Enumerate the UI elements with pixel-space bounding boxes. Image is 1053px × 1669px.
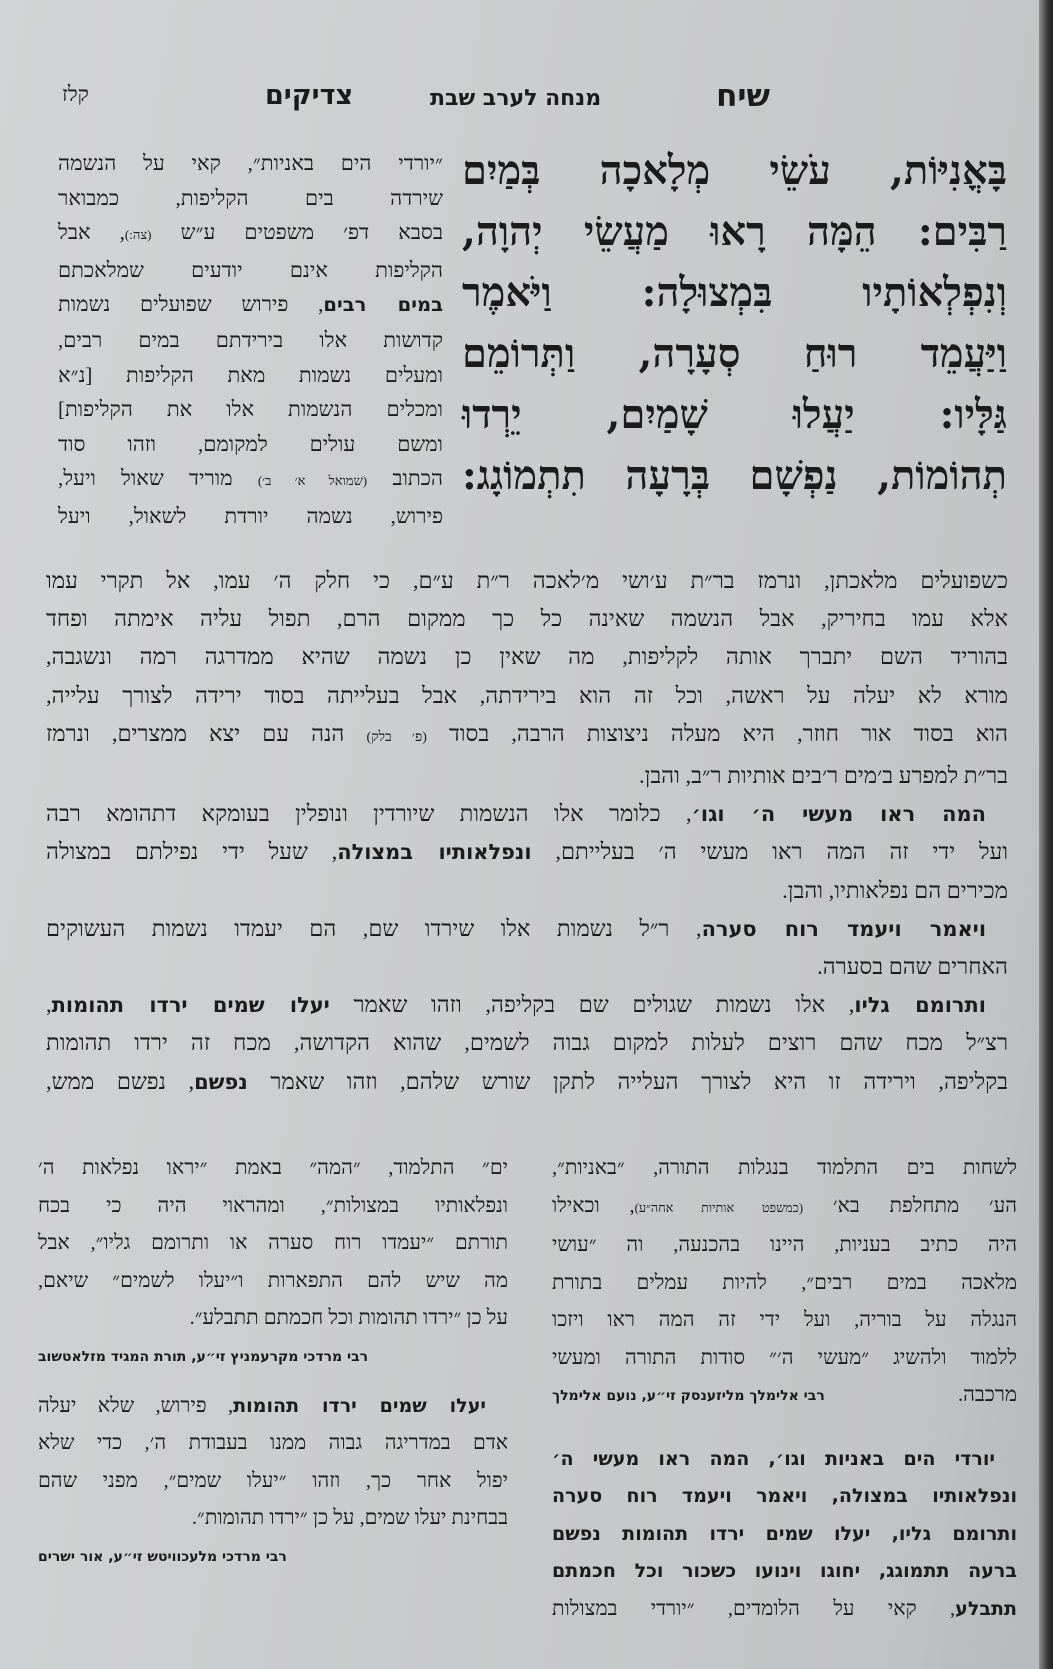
text-line <box>46 677 1008 715</box>
text-line <box>58 323 443 358</box>
text-line <box>46 1063 1008 1101</box>
text-segment: מלאכה במים רבים״, להיות עמלים בתורת <box>552 1271 1017 1294</box>
text-line <box>58 499 443 534</box>
text-segment: יפול אחר כך, וזהו ״יעלו שמים״, מפני שהם <box>38 1469 508 1492</box>
commentary-main <box>46 562 1008 1101</box>
text-segment: ומעלים נשמות מאת הקליפות [נ״א <box>58 362 443 387</box>
reference-note: (צה:) <box>124 227 152 243</box>
text-line <box>38 1500 508 1538</box>
bold-lemma: במים רבים <box>323 293 444 317</box>
text-segment: מה שיש להם התפארות ו״יעלו לשמים״ שיאם, <box>38 1269 508 1292</box>
reference-note: (שמואל א׳ ב׳) <box>257 473 368 489</box>
paragraph <box>46 986 1008 1101</box>
text-line <box>38 1150 508 1188</box>
source-attribution: רבי אלימלך מליזענסק זי״ע, נועם אלימלך <box>552 1387 825 1404</box>
text-line <box>552 1302 1017 1340</box>
bold-lemma: תתבלע <box>955 1597 1017 1620</box>
text-line <box>552 1591 1017 1629</box>
text-segment: , כלומר אלו הנשמות שיורדין ונופלין בעומקא דתהומא רבה <box>46 801 692 827</box>
text-segment: , פירוש, שלא יעלה <box>38 1394 234 1417</box>
text-line <box>46 715 1008 757</box>
paragraph <box>46 910 1008 986</box>
bold-lemma: יעלו שמים ירדו תהומות <box>233 1394 486 1417</box>
text-line <box>58 461 443 499</box>
text-line <box>46 638 1008 676</box>
bold-lemma: ויאמר ויעמד רוח סערה <box>701 916 986 941</box>
text-segment: , <box>46 992 52 1018</box>
text-segment: אדם במדריגה גבוה ממנו בעבודת ה׳, כדי שלא <box>38 1432 508 1454</box>
paragraph <box>46 562 1008 795</box>
commentary-column-right <box>552 1150 1017 1628</box>
bold-lemma: נפשם <box>194 1069 248 1094</box>
bold-lemma: יעלו שמים ירדו תהומות <box>51 993 330 1018</box>
text-segment: קדושות אלו בירידתם במים רבים, <box>58 327 443 352</box>
paragraph <box>38 1150 508 1376</box>
text-segment: כשפועלים מלאכתן, ונרמז בר״ת ע׳ושי מ׳לאכה ר״ת ע״ם, כי חלק ה׳ עמו, אל תקרי עמו <box>46 568 1008 593</box>
running-head-subtitle: מנחה לערב שבת <box>430 86 602 111</box>
source-attribution: רבי מרדכי מקרעמניץ זי״ע, תורת המגיד מזלאטשוב <box>38 1348 369 1365</box>
text-segment: הכתוב <box>367 466 443 491</box>
bold-lemma: ותרומם גליו <box>854 993 986 1018</box>
verse-line: וַיַּעֲמֵד רוּחַ סְעָרָה, וַתְּרוֹמֵם <box>462 330 1007 377</box>
commentary-column-left <box>38 1150 508 1576</box>
bold-lemma: ונפלאותיו במצולה, ויאמר ויעמד רוח סערה <box>552 1485 1017 1507</box>
text-line <box>38 1425 508 1463</box>
verse-line: גַּלָּיו: יַעֲלוּ שָׁמַיִם, יֵרְדוּ <box>462 391 1007 438</box>
text-segment: , ר״ל נשמות אלו שירדו שם, הם יעמדו נשמות העשוקים <box>46 915 702 941</box>
text-line <box>552 1516 1017 1554</box>
text-line <box>58 146 443 181</box>
text-line <box>46 562 1008 600</box>
paragraph <box>46 795 1008 910</box>
reference-note: (פ׳ בלק) <box>366 729 427 745</box>
text-segment: מוריד שאול ויעל, <box>58 466 258 491</box>
verse-line: וְנִפְלְאוֹתָיו בִּמְצוּלָה: וַיֹּאמֶר <box>462 269 1007 316</box>
reference-note: (כמשפט אותיות אחה״ע) <box>634 1200 804 1215</box>
text-segment: , שעל ידי נפילתם במצולה <box>46 839 338 865</box>
text-segment: , פירוש שפועלים נשמות <box>58 292 324 317</box>
text-segment: הוא בסוד אור חוזר, היא מעלה ניצוצות הרבה, בסוד <box>426 720 1008 746</box>
text-line <box>58 287 443 323</box>
text-segment: מורא לא יעלה על ראשה, וכל זה הוא בירידתה, אבל בעלייתה בסוד ירידה לצורך עלייה, <box>46 682 1008 708</box>
text-segment: בסבא דפ׳ משפטים ע״ש <box>151 220 443 245</box>
text-line <box>46 1024 1008 1062</box>
bold-lemma: ותרומם גליו, יעלו שמים ירדו תהומות נפשם <box>552 1522 1017 1545</box>
verse-line: בָּאֳנִיּוֹת, עֹשֵׂי מְלָאכָה בְּמַיִם <box>462 147 1007 194</box>
text-segment: ״יורדי הים באניות״, קאי על הנשמה <box>58 151 443 175</box>
text-line <box>552 1553 1017 1591</box>
text-segment: הנה עם יצא ממצרים, ונרמז <box>46 720 367 746</box>
text-segment: שירדה בים הקליפות, כמבואר <box>58 185 443 210</box>
paragraph <box>58 146 443 534</box>
bold-lemma: ונפלאותיו במצולה <box>337 840 532 865</box>
text-line <box>46 872 1008 910</box>
text-segment: הקליפות אינם יודעים שמלאכתם <box>58 257 443 282</box>
text-segment: רצ״ל מכח שהם רוצים לעלות למקום גבוה לשמים, שהוא הקדושה, מכח זה ירדו תהומות <box>46 1030 1008 1056</box>
text-segment: תורתם ״יעמדו רוח סערה או ותרומם גליו״, אבל <box>38 1232 508 1254</box>
text-line <box>46 600 1008 638</box>
text-line <box>58 427 443 462</box>
text-line <box>552 1340 1017 1378</box>
commentary-top <box>58 146 443 534</box>
text-segment: הע׳ מתחלפת בא׳ <box>803 1194 1017 1217</box>
text-line <box>38 1388 508 1426</box>
text-segment: ועל ידי זה המה ראו מעשי ה׳ בעלייתם, <box>531 839 1008 865</box>
text-line <box>552 1150 1017 1188</box>
text-line <box>552 1478 1017 1516</box>
text-segment: , אלו נשמות שגולים שם בקליפה, וזהו שאמר <box>329 992 855 1018</box>
text-line <box>58 215 443 253</box>
text-line <box>552 1227 1017 1265</box>
running-head-title-2: צדיקים <box>265 80 354 111</box>
text-line <box>46 948 1008 986</box>
text-segment: לשחות בים התלמוד בנגלות התורה, ״באניות״, <box>552 1157 1017 1179</box>
running-head-title: שיח <box>716 78 770 114</box>
text-segment: האחרים שהם בסערה. <box>817 954 1008 980</box>
bold-lemma: המה ראו מעשי ה׳ וגו׳ <box>691 802 986 827</box>
text-segment: בקליפה, וירידה זו היא לצורך העלייה לתקן שורש שלהם, וזהו שאמר <box>247 1068 1008 1094</box>
text-segment: היה כתיב בעניות, היינו בהכנעה, וה ״עושי <box>552 1234 1017 1256</box>
text-segment: מרכבה. <box>957 1384 1017 1406</box>
page-number: קלז <box>62 82 89 106</box>
text-segment: , וכאילו <box>552 1194 635 1217</box>
text-line <box>58 392 443 427</box>
text-line <box>58 253 443 288</box>
text-line <box>46 986 1008 1024</box>
paragraph <box>38 1388 508 1576</box>
text-segment: בר״ת למפרע ב׳מים ר׳בים אותיות ר״ב, והבן. <box>638 763 1008 789</box>
text-segment: על כן ״ירדו תהומות וכל חכמתם תתבלע״. <box>189 1307 508 1329</box>
verse-line: תְהוֹמוֹת, נַפְשָׁם בְּרָעָה תִתְמוֹגָג: <box>462 452 1007 499</box>
text-line <box>38 1225 508 1263</box>
text-segment: , אבל <box>58 220 125 245</box>
text-line <box>38 1188 508 1226</box>
text-line <box>552 1265 1017 1303</box>
text-line <box>58 358 443 393</box>
text-segment: ונפלאותיו במצולות״, ומהראוי היה כי בכח <box>38 1194 508 1217</box>
bold-lemma: ברעה תתמוגג, יחוגו וינועו כשכור וכל חכמתם <box>552 1560 1017 1582</box>
page-binding-edge <box>1039 0 1053 1669</box>
verse-text <box>462 140 1007 506</box>
text-line <box>38 1300 508 1338</box>
text-line <box>58 181 443 216</box>
text-segment: , נפשם ממש, <box>46 1068 195 1094</box>
text-segment: בהוריד השם יתברך אותה לקליפות, מה שאין כן נשמה שהיא ממדרגה רמה ונשגבה, <box>46 644 1008 670</box>
verse-line: רַבִּים: הֵמָּה רָאוּ מַעֲשֵׂי יְהוָה, <box>462 208 1007 255</box>
text-segment: ים״ התלמוד, ״המה״ באמת ״יראו נפלאות ה׳ <box>38 1157 508 1179</box>
source-attribution: רבי מרדכי מלעכוויטש זי״ע, אור ישרים <box>38 1548 287 1565</box>
paragraph <box>552 1150 1017 1415</box>
bold-lemma: יורדי הים באניות וגו׳, המה ראו מעשי ה׳ <box>552 1447 995 1470</box>
paragraph <box>552 1441 1017 1629</box>
text-segment: ללמוד ולהשיג ״מעשי ה׳״ סודות התורה ומעשי <box>552 1346 1017 1369</box>
text-segment: בבחינת יעלו שמים, על כן ״ירדו תהומות״. <box>191 1507 508 1529</box>
text-line <box>46 833 1008 871</box>
text-line <box>552 1188 1017 1228</box>
text-segment: ומשם עולים למקומם, וזהו סוד <box>58 431 443 456</box>
text-line <box>46 795 1008 833</box>
text-line <box>38 1263 508 1301</box>
text-line <box>38 1463 508 1501</box>
text-segment: ומכלים הנשמות אלו את הקליפות] <box>58 397 443 422</box>
text-line <box>552 1441 1017 1479</box>
text-line <box>46 757 1008 795</box>
text-segment: הנגלה על בוריה, ועל ידי זה המה ראו ויזכו <box>552 1309 1017 1331</box>
text-segment: , קאי על הלומדים, ״יורדי במצולות <box>552 1597 956 1620</box>
text-segment: אלא עמו בחיריק, אבל הנשמה שאינה כל כך ממקום הרם, תפול עליה אימתה ופחד <box>46 606 1008 632</box>
text-segment: מכירים הם נפלאותיו, והבן. <box>782 877 1008 903</box>
text-line <box>46 910 1008 948</box>
text-segment: פירוש, נשמה יורדת לשאול, ויעל <box>58 503 443 528</box>
